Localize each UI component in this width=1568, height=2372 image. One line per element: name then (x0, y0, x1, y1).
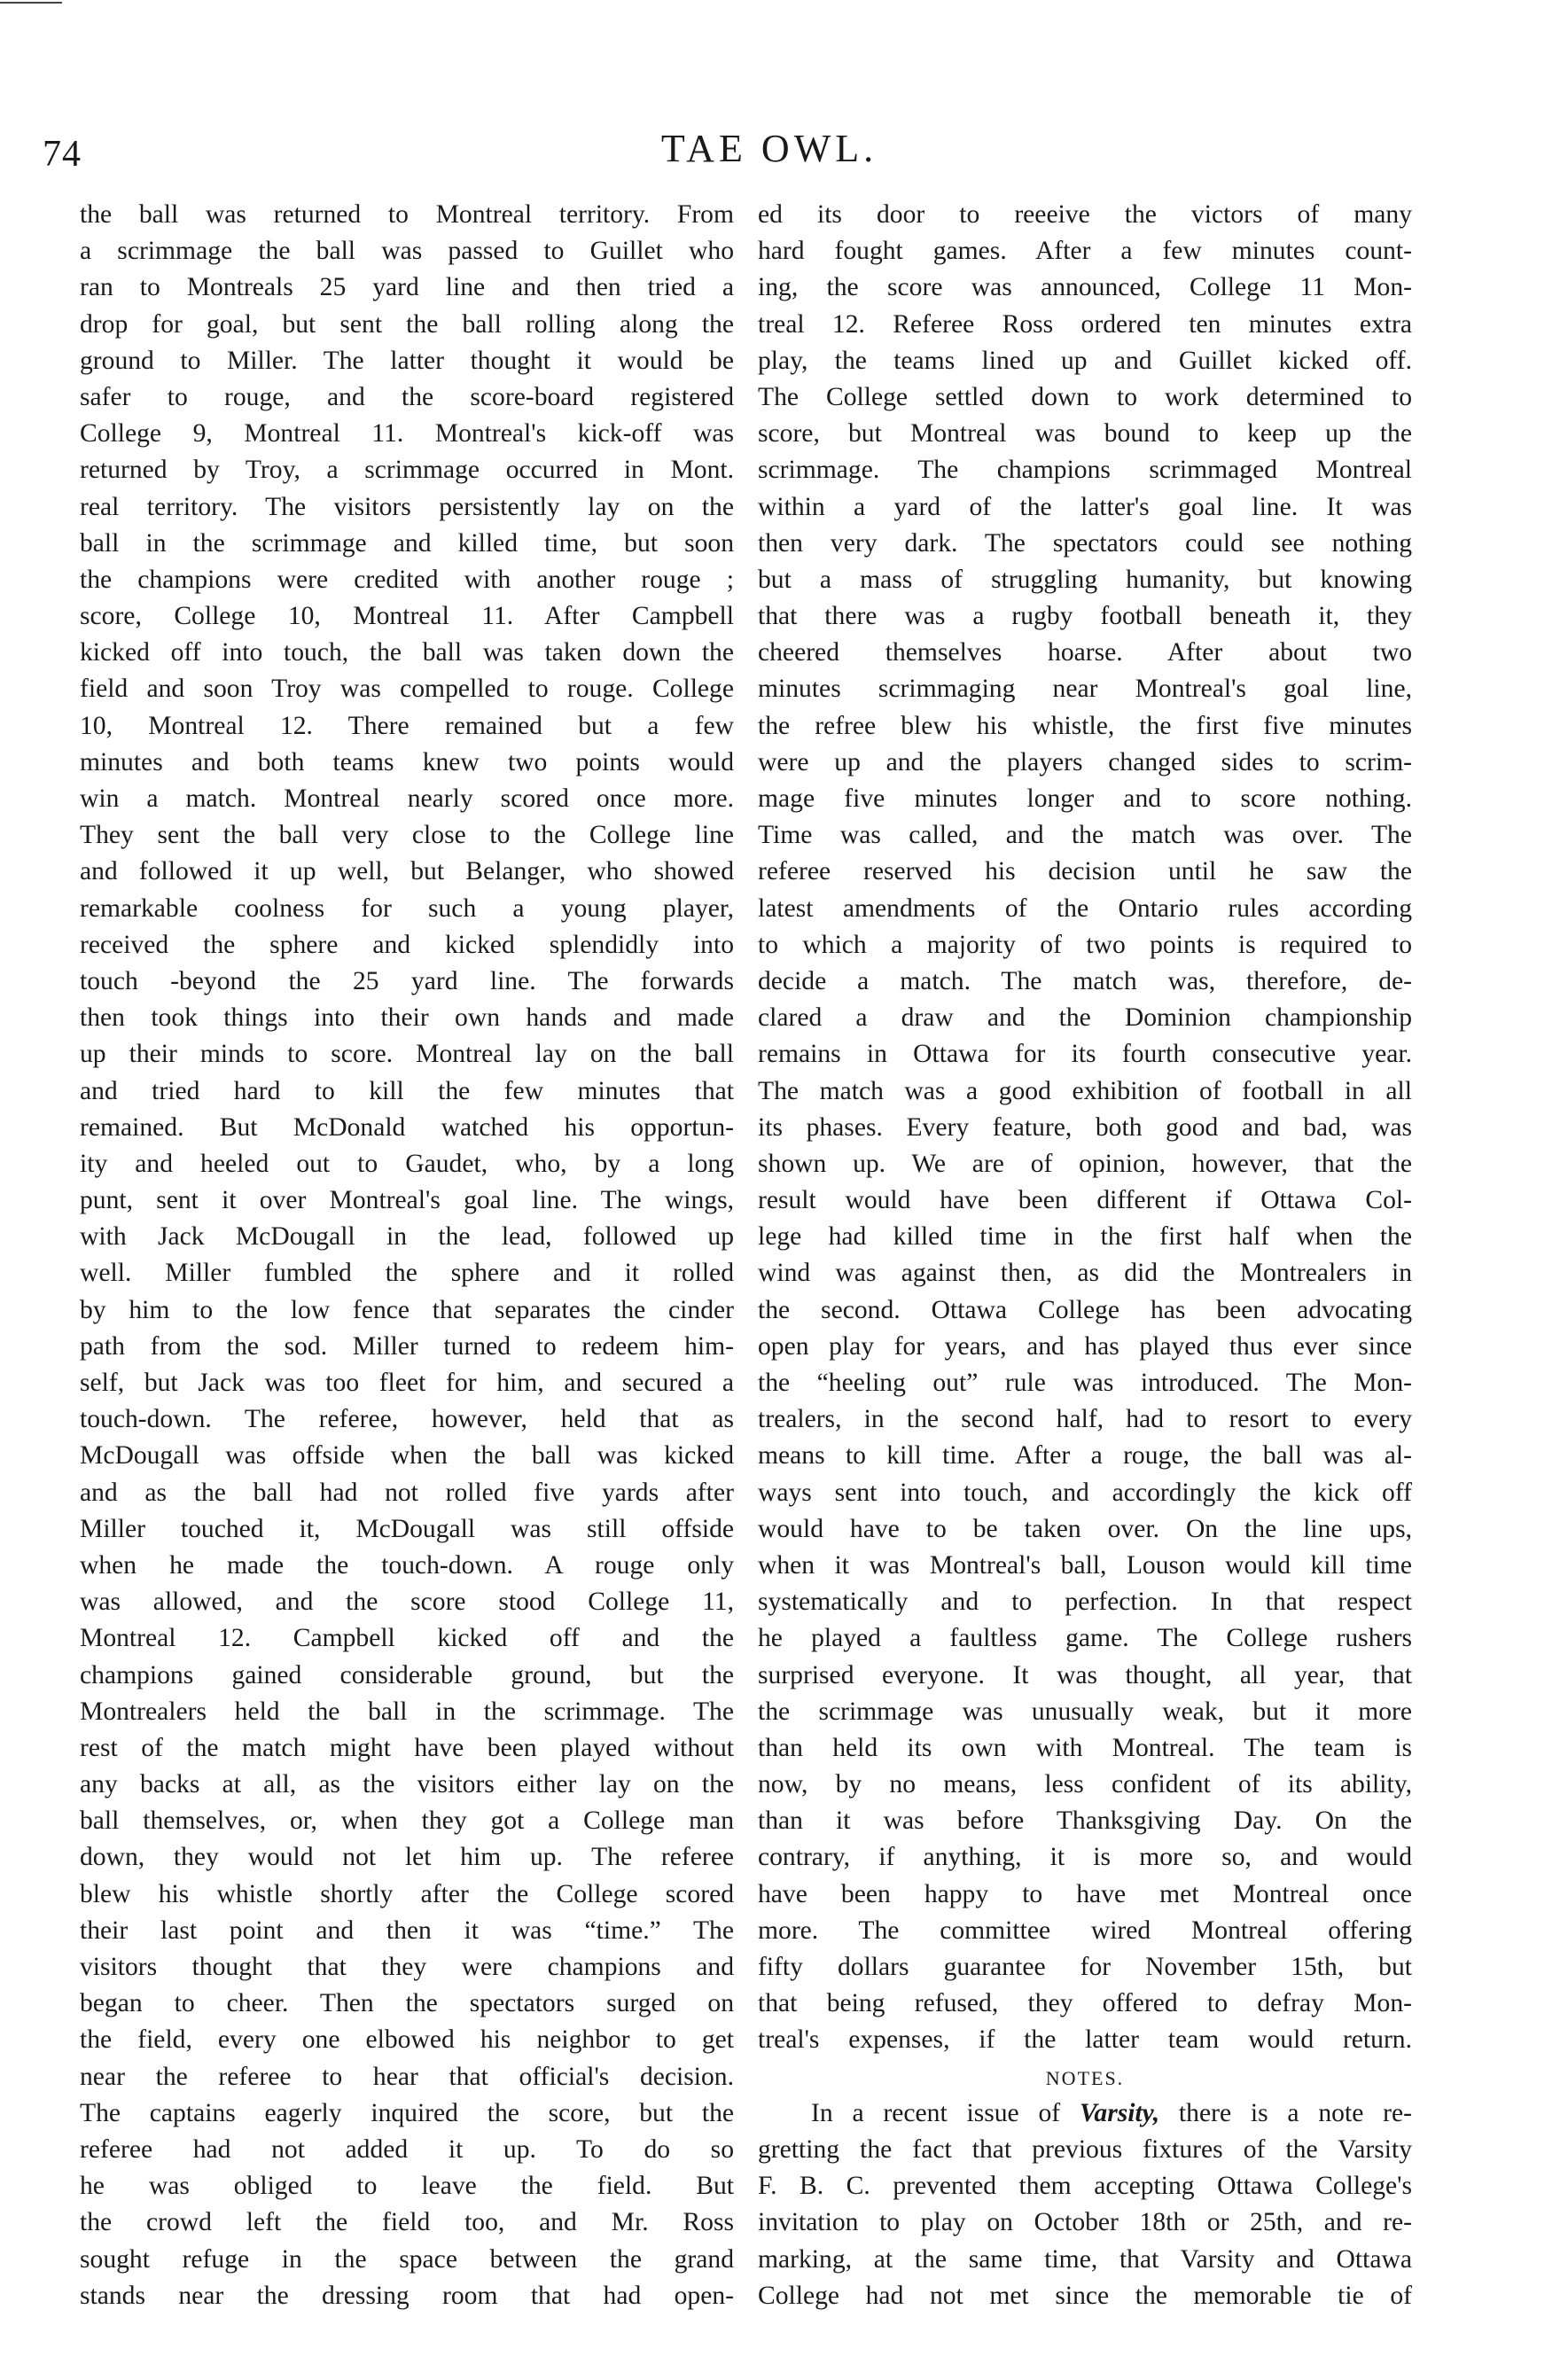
text-line: when it was Montreal's ball, Louson would kill time (758, 1550, 1412, 1580)
text-line: blew his whistle shortly after the College scored (80, 1879, 734, 1908)
text-line: marking, at the same time, that Varsity and Ottawa (758, 2244, 1412, 2274)
text-line: began to cheer. Then the spectators surged on (80, 1989, 734, 2018)
text-line: treal's expenses, if the latter team would return. (758, 2025, 1412, 2055)
text-line: cheered themselves hoarse. After about two (758, 638, 1412, 667)
text-line: score, but Montreal was bound to keep up the (758, 419, 1412, 449)
text-line: a scrimmage the ball was passed to Guillet who (80, 237, 734, 266)
text-line: ran to Montreals 25 yard line and then tried a (80, 273, 734, 302)
text-line: remained. But McDonald watched his opportun- (80, 1112, 734, 1142)
text-line: decide a match. The match was, therefore, de- (758, 966, 1412, 995)
text-line: the scrimmage was unusually weak, but it more (758, 1697, 1412, 1726)
text-line: real territory. The visitors persistently lay on the (80, 492, 734, 521)
text-line: ground to Miller. The latter thought it would be (80, 346, 734, 375)
text-line: trealers, in the second half, had to resort to every (758, 1405, 1412, 1434)
right-column (758, 197, 1412, 2314)
text-line: means to kill time. After a rouge, the ball was al- (758, 1441, 1412, 1471)
text-line: by him to the low fence that separates the cinder (80, 1295, 734, 1324)
text-line: visitors thought that they were champions and (80, 1953, 734, 1981)
text-line: within a yard of the latter's goal line. It was (758, 492, 1412, 521)
text-line: when he made the touch-down. A rouge only (80, 1550, 734, 1580)
top-edge-rule (0, 2, 62, 4)
page-header (43, 124, 1496, 177)
text-line: ing, the score was announced, College 11 Mon- (758, 273, 1412, 302)
text-line: minutes and both teams knew two points would (80, 747, 734, 776)
text-line: to which a majority of two points is required to (758, 930, 1412, 959)
text-line: play, the teams lined up and Guillet kicked off. (758, 346, 1412, 375)
text-line: the champions were credited with another rouge ; (80, 565, 734, 594)
text-line: self, but Jack was too fleet for him, and secured a (80, 1369, 734, 1397)
text-line: remains in Ottawa for its fourth consecutive year. (758, 1040, 1412, 1069)
journal-title: TAE OWL. (660, 127, 878, 170)
text-line: path from the sod. Miller turned to redeem him- (80, 1331, 734, 1361)
text-line: he played a faultless game. The College rushers (758, 1624, 1412, 1653)
page-number: 74 (43, 134, 82, 175)
text-line: Miller touched it, McDougall was still offside (80, 1514, 734, 1543)
text-line: field and soon Troy was compelled to rouge. College (80, 675, 734, 704)
text-line: down, they would not let him up. The referee (80, 1843, 734, 1872)
text-line: and followed it up well, but Belanger, who showed (80, 857, 734, 886)
text-line: Montreal 12. Campbell kicked off and the (80, 1624, 734, 1653)
text-line: College had not met since the memorable tie of (758, 2281, 1412, 2310)
text-line: remarkable coolness for such a young player, (80, 893, 734, 923)
text-line: clared a draw and the Dominion championship (758, 1003, 1412, 1033)
text-line: minutes scrimmaging near Montreal's goal line, (758, 675, 1412, 704)
text-line: with Jack McDougall in the lead, followed up (80, 1222, 734, 1252)
text-line: ways sent into touch, and accordingly the kick off (758, 1478, 1412, 1507)
text-line: ity and heeled out to Gaudet, who, by a long (80, 1149, 734, 1178)
text-line: mage five minutes longer and to score nothing. (758, 784, 1412, 813)
text-line: punt, sent it over Montreal's goal line. The wings, (80, 1186, 734, 1215)
text-line: Montrealers held the ball in the scrimmage. The (80, 1697, 734, 1726)
text-line: invitation to play on October 18th or 25th, and re- (758, 2208, 1412, 2237)
text-line: scrimmage. The champions scrimmaged Montreal (758, 456, 1412, 485)
text-line: any backs at all, as the visitors either lay on the (80, 1770, 734, 1799)
text-line: wind was against then, as did the Montrealers in (758, 1259, 1412, 1288)
text-line: ball in the scrimmage and killed time, but soon (80, 528, 734, 558)
text-line: and tried hard to kill the few minutes that (80, 1076, 734, 1105)
text-line: he was obliged to leave the field. But (80, 2172, 734, 2201)
text-line: surprised everyone. It was thought, all year, that (758, 1660, 1412, 1689)
text-line: referee had not added it up. To do so (80, 2134, 734, 2164)
text-line: returned by Troy, a scrimmage occurred in Mont. (80, 456, 734, 485)
text-line: the second. Ottawa College has been advocating (758, 1295, 1412, 1324)
text-line: then very dark. The spectators could see nothing (758, 528, 1412, 558)
text-line: The captains eagerly inquired the score, but the (80, 2098, 734, 2127)
text-line: have been happy to have met Montreal once (758, 1879, 1412, 1908)
text-line: near the referee to hear that official's decision. (80, 2062, 734, 2091)
text-line: up their minds to score. Montreal lay on the ball (80, 1040, 734, 1069)
text-line: then took things into their own hands and made (80, 1003, 734, 1033)
text-line: Time was called, and the match was over. The (758, 821, 1412, 850)
text-line: would have to be taken over. On the line ups, (758, 1514, 1412, 1543)
text-line: than held its own with Montreal. The team is (758, 1733, 1412, 1762)
text-line: referee reserved his decision until he saw the (758, 857, 1412, 886)
text-line: stands near the dressing room that had open- (80, 2281, 734, 2310)
text-line: win a match. Montreal nearly scored once more. (80, 784, 734, 813)
text-line: kicked off into touch, the ball was taken down the (80, 638, 734, 667)
text-line: well. Miller fumbled the sphere and it rolled (80, 1259, 734, 1288)
text-line: safer to rouge, and the score-board registered (80, 382, 734, 411)
text-line: The College settled down to work determined to (758, 382, 1412, 411)
notes-text: In a recent issue of (811, 2098, 1080, 2127)
text-line: shown up. We are of opinion, however, that the (758, 1149, 1412, 1178)
text-line: open play for years, and has played thus ever since (758, 1331, 1412, 1361)
text-line: more. The committee wired Montreal offering (758, 1916, 1412, 1945)
text-line: sought refuge in the space between the grand (80, 2244, 734, 2274)
text-line: College 9, Montreal 11. Montreal's kick-off was (80, 419, 734, 449)
text-line: They sent the ball very close to the College line (80, 821, 734, 850)
text-line: was allowed, and the score stood College 11, (80, 1588, 734, 1617)
text-line: treal 12. Referee Ross ordered ten minutes extra (758, 309, 1412, 339)
text-line: systematically and to perfection. In that respect (758, 1588, 1412, 1617)
text-line: fifty dollars guarantee for November 15th, but (758, 1953, 1412, 1981)
text-line: champions gained considerable ground, but the (80, 1660, 734, 1689)
text-line: gretting the fact that previous fixtures of the Varsity (758, 2134, 1412, 2164)
text-line: latest amendments of the Ontario rules according (758, 893, 1412, 923)
text-line: its phases. Every feature, both good and bad, was (758, 1112, 1412, 1142)
left-column (80, 197, 734, 2314)
publication-name: Varsity, (1079, 2098, 1160, 2127)
notes-text: there is a note re- (1159, 2098, 1412, 2127)
text-line: that being refused, they offered to defray Mon- (758, 1989, 1412, 2018)
text-line: ball themselves, or, when they got a College man (80, 1806, 734, 1836)
text-line: rest of the match might have been played without (80, 1733, 734, 1762)
text-line: ed its door to reeeive the victors of many (758, 200, 1412, 229)
text-line: hard fought games. After a few minutes count- (758, 237, 1412, 266)
text-line (758, 2095, 1412, 2132)
text-line: that there was a rugby football beneath it, they (758, 602, 1412, 631)
text-line: but a mass of struggling humanity, but knowing (758, 565, 1412, 594)
text-line: the refree blew his whistle, the first five minutes (758, 711, 1412, 740)
text-line: the “heeling out” rule was introduced. The Mon- (758, 1369, 1412, 1397)
text-line: now, by no means, less confident of its ability, (758, 1770, 1412, 1799)
text-line: touch -beyond the 25 yard line. The forwards (80, 966, 734, 995)
text-line: 10, Montreal 12. There remained but a few (80, 711, 734, 740)
text-line: the crowd left the field too, and Mr. Ross (80, 2208, 734, 2237)
text-line: result would have been different if Ottawa Col- (758, 1186, 1412, 1215)
text-line: than it was before Thanksgiving Day. On the (758, 1806, 1412, 1836)
notes-heading: NOTES. (1045, 2066, 1125, 2089)
text-line: score, College 10, Montreal 11. After Campbell (80, 602, 734, 631)
text-line: the ball was returned to Montreal territory. From (80, 200, 734, 229)
text-line: the field, every one elbowed his neighbor to get (80, 2025, 734, 2055)
text-line: drop for goal, but sent the ball rolling along the (80, 309, 734, 339)
text-line: lege had killed time in the first half when the (758, 1222, 1412, 1252)
text-line: received the sphere and kicked splendidly into (80, 930, 734, 959)
text-line: their last point and then it was “time.” The (80, 1916, 734, 1945)
text-line: contrary, if anything, it is more so, and would (758, 1843, 1412, 1872)
text-line: were up and the players changed sides to scrim- (758, 747, 1412, 776)
text-line: and as the ball had not rolled five yards after (80, 1478, 734, 1507)
text-line: McDougall was offside when the ball was kicked (80, 1441, 734, 1471)
text-line: F. B. C. prevented them accepting Ottawa College's (758, 2172, 1412, 2201)
text-line: touch-down. The referee, however, held that as (80, 1405, 734, 1434)
text-line: The match was a good exhibition of football in all (758, 1076, 1412, 1105)
